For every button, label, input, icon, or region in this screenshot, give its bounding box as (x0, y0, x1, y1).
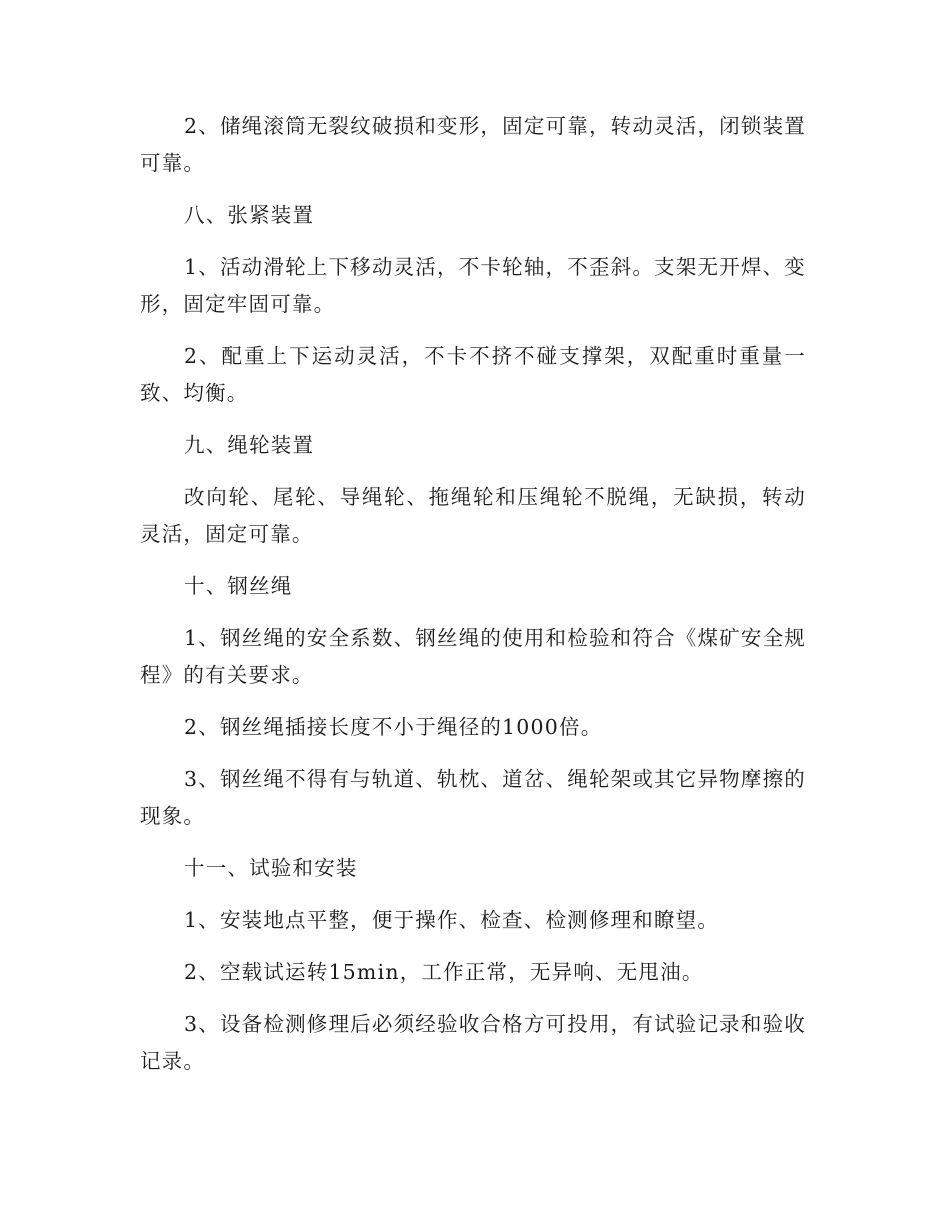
testing-item-3: 3、设备检测修理后必须经验收合格方可投用，有试验记录和验收记录。 (140, 1012, 806, 1073)
testing-item-1: 1、安装地点平整，便于操作、检查、检测修理和瞭望。 (184, 908, 720, 932)
testing-item-2: 2、空载试运转15min，工作正常，无异响、无甩油。 (184, 960, 704, 984)
wire-rope-item-2: 2、钢丝绳插接长度不小于绳径的1000倍。 (184, 715, 603, 739)
wire-rope-item-3: 3、钢丝绳不得有与轨道、轨枕、道岔、绳轮架或其它异物摩擦的现象。 (140, 767, 806, 828)
section-heading-wire-rope: 十、钢丝绳 (184, 574, 293, 598)
document-page (140, 108, 806, 1095)
section-heading-testing: 十一、试验和安装 (184, 856, 358, 880)
wire-rope-item-1: 1、钢丝绳的安全系数、钢丝绳的使用和检验和符合《煤矿安全规程》的有关要求。 (140, 626, 806, 687)
pulleys-item: 改向轮、尾轮、导绳轮、拖绳轮和压绳轮不脱绳，无缺损，转动灵活，固定可靠。 (140, 485, 806, 546)
section-heading-tensioner: 八、张紧装置 (184, 203, 315, 227)
section-heading-pulleys: 九、绳轮装置 (184, 433, 315, 457)
tensioner-item-2: 2、配重上下运动灵活，不卡不挤不碰支撑架，双配重时重量一致、均衡。 (140, 344, 806, 405)
drum-item-2: 2、储绳滚筒无裂纹破损和变形，固定可靠，转动灵活，闭锁装置可靠。 (140, 114, 806, 175)
tensioner-item-1: 1、活动滑轮上下移动灵活，不卡轮轴，不歪斜。支架无开焊、变形，固定牢固可靠。 (140, 255, 806, 316)
